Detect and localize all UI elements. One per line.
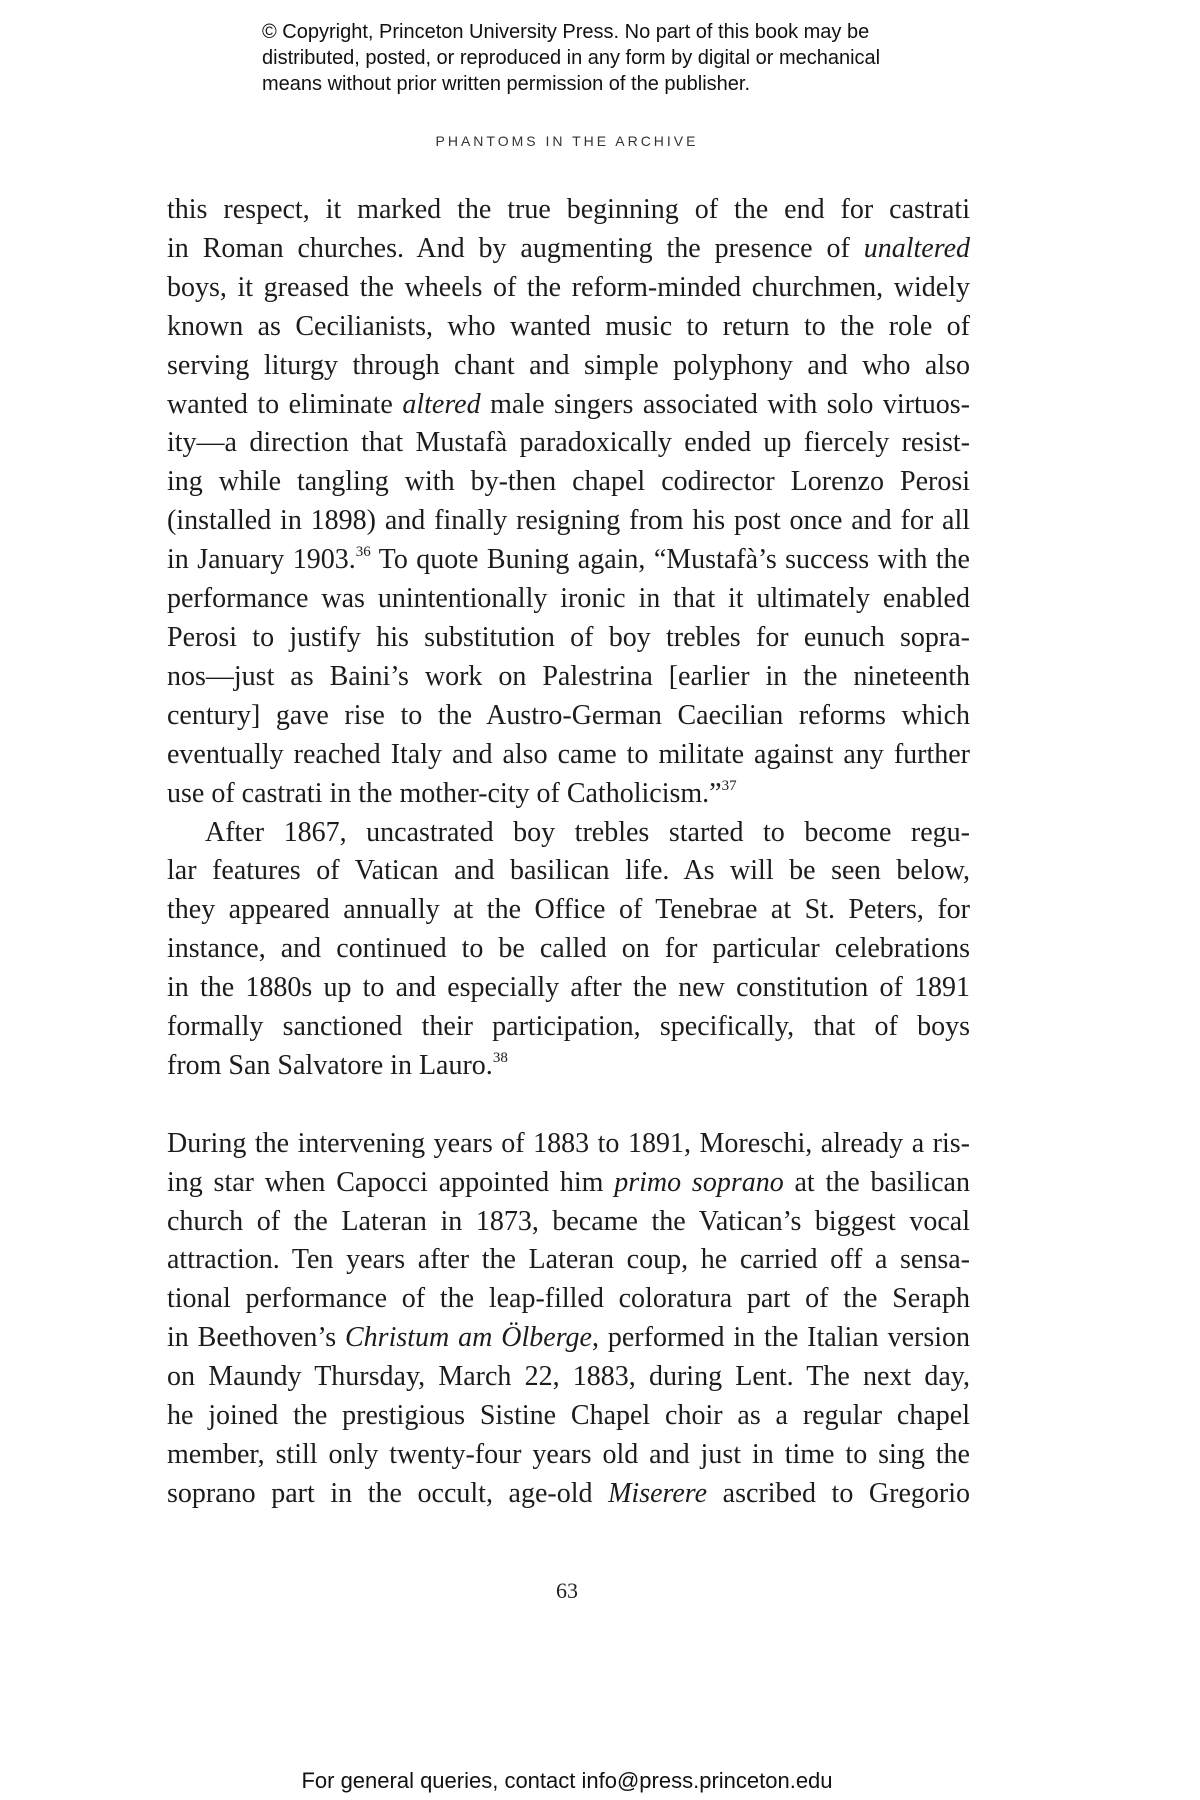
text-run: ascribed to Gregorio: [707, 1477, 971, 1509]
text-line: attraction. Ten years after the Lateran coup, he carried off a sensa-: [167, 1244, 970, 1276]
text-line: [167, 1475, 970, 1514]
text-run: from San Salvatore in Lauro.: [167, 1049, 493, 1081]
text-line: After 1867, uncastrated boy trebles started to become regu-: [205, 816, 970, 848]
text-line: this respect, it marked the true beginning of the end for castrati: [167, 194, 970, 225]
text-line: church of the Lateran in 1873, became the Vatican’s biggest vocal: [167, 1205, 970, 1237]
text-line: [167, 1319, 970, 1358]
copyright-line: means without prior written permission of the publisher.: [262, 73, 751, 95]
italic-term: altered: [402, 388, 481, 420]
text-line: Perosi to justify his substitution of boy trebles for eunuch sopra-: [167, 621, 970, 653]
text-line: [167, 230, 970, 269]
running-head: PHANTOMS IN THE ARCHIVE: [435, 133, 699, 149]
text-line: serving liturgy through chant and simple polyphony and who also: [167, 349, 970, 381]
footnote-marker: 37: [721, 777, 737, 794]
footnote-marker: 38: [492, 1049, 508, 1066]
text-line: [167, 1047, 970, 1086]
text-line: they appeared annually at the Office of Tenebrae at St. Peters, for: [167, 894, 970, 926]
text-line: known as Cecilianists, who wanted music to return to the role of: [167, 310, 970, 342]
text-line: century] gave rise to the Austro-German Caecilian reforms which: [167, 699, 970, 731]
italic-term: unaltered: [863, 232, 970, 264]
text-line: ing while tangling with by-then chapel codirector Lorenzo Perosi: [167, 466, 970, 498]
paragraph: [167, 814, 970, 1086]
text-run: wanted to eliminate: [167, 388, 403, 420]
text-line: formally sanctioned their participation, specifically, that of boys: [167, 1011, 970, 1043]
text-line: in the 1880s up to and especially after the new constitution of 1891: [167, 972, 970, 1004]
italic-term: Miserere: [608, 1477, 708, 1509]
text-run: male singers associated with solo virtuos-: [480, 388, 970, 420]
text-line: nos—just as Baini’s work on Palestrina [earlier in the nineteenth: [167, 660, 970, 692]
text-line: on Maundy Thursday, March 22, 1883, during Lent. The next day,: [167, 1361, 970, 1393]
copyright-notice: [262, 19, 1022, 97]
page-number: 63: [556, 1578, 578, 1603]
text-run: , performed in the Italian version: [591, 1322, 971, 1354]
italic-term: primo soprano: [614, 1166, 784, 1198]
paragraph: [167, 1125, 970, 1514]
text-line: ity—a direction that Mustafà paradoxically ended up fiercely resist-: [167, 427, 970, 459]
text-run: To quote Buning again, “Mustafà’s success with the: [370, 544, 970, 576]
text-line: lar features of Vatican and basilican life. As will be seen below,: [167, 855, 970, 887]
body-text: [167, 191, 970, 1514]
text-line: instance, and continued to be called on for particular celebrations: [167, 933, 970, 965]
text-run: at the basilican: [783, 1166, 970, 1198]
text-line: During the intervening years of 1883 to 1891, Moreschi, already a ris-: [167, 1127, 970, 1159]
text-line: eventually reached Italy and also came to militate against any further: [167, 738, 970, 770]
footer-contact: For general queries, contact info@press.princeton.edu: [301, 1768, 833, 1793]
text-run: in January 1903.: [167, 544, 356, 576]
italic-term: Christum am Ölberge: [345, 1322, 592, 1354]
text-run: in Beethoven’s: [167, 1322, 345, 1354]
text-line: [167, 541, 970, 580]
text-run: use of castrati in the mother-city of Catholicism.”: [167, 777, 722, 809]
text-line: performance was unintentionally ironic in that it ultimately enabled: [167, 583, 970, 615]
text-run: in Roman churches. And by augmenting the presence of: [167, 232, 864, 264]
text-run: ing star when Capocci appointed him: [167, 1166, 615, 1198]
text-line: tional performance of the leap-filled coloratura part of the Seraph: [167, 1283, 970, 1315]
footnote-marker: 36: [355, 544, 371, 561]
text-line: member, still only twenty-four years old and just in time to sing the: [167, 1438, 970, 1470]
text-line: he joined the prestigious Sistine Chapel choir as a regular chapel: [167, 1400, 970, 1432]
text-line: [167, 1164, 970, 1203]
copyright-line: distributed, posted, or reproduced in any form by digital or mechanical: [262, 47, 881, 69]
text-run: soprano part in the occult, age-old: [167, 1477, 609, 1509]
text-line: (installed in 1898) and finally resigning from his post once and for all: [167, 505, 970, 537]
copyright-line: © Copyright, Princeton University Press. No part of this book may be: [262, 21, 870, 43]
text-line: boys, it greased the wheels of the reform-minded churchmen, widely: [167, 271, 970, 303]
text-line: [167, 386, 970, 425]
text-line: [167, 775, 970, 814]
paragraph: [167, 191, 970, 814]
